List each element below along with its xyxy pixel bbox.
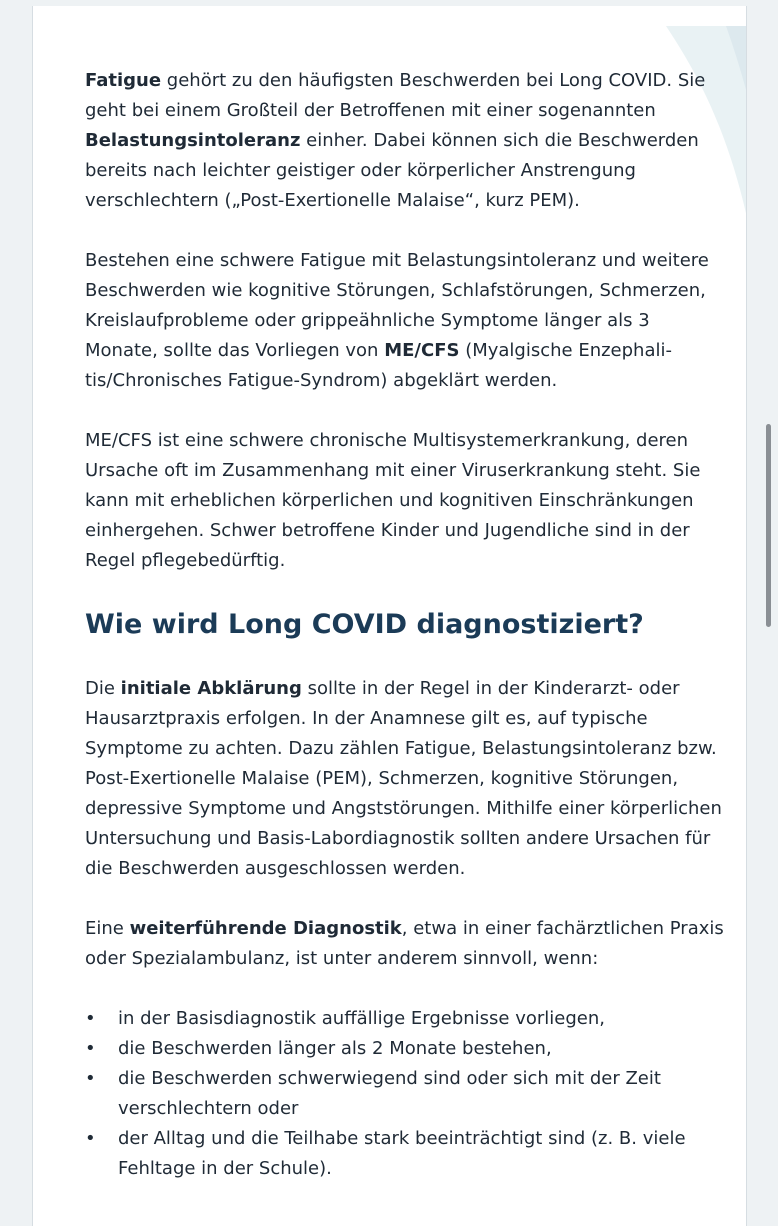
list-item: • in der Basisdiagnostik auffällige Ergebnisse vorliegen, <box>85 1004 725 1034</box>
paragraph-mecfs-description: ME/CFS ist eine schwere chronische Multisystemerkrankung, deren Ursache oft im Zusammenhang mit einer Viruserkrankung steht. Sie kann mit erheblichen körperlichen und kognitiven Einschränkungen einhergehen. Schwer betroffene Kinder und Jugendliche sind in der Regel pflegebedürftig. <box>85 430 701 571</box>
paragraph-fatigue: Fatigue gehört zu den häufigsten Beschwerden bei Long COVID. Sie geht bei einem Großteil der Betroffenen mit einer sogenannten Belastungsintoleranz einher. Dabei können sich die Beschwerden bereits nach leichter geistiger oder körperlicher Anstrengung verschlechtern („Post-Exertionelle Malaise“, kurz PEM). <box>85 70 706 211</box>
paragraph-further-diagnostics: Eine weiterführende Diagnostik, etwa in einer fachärztlichen Praxis oder Spezialambulanz, ist unter anderem sinnvoll, wenn: <box>85 918 724 969</box>
paragraph-initial-assessment: Die initiale Abklärung sollte in der Regel in der Kinderarzt- oder Hausarztpraxis erfolgen. In der Anamnese gilt es, auf typische Symptome zu achten. Dazu zählen Fatigue, Belastungsintoleranz bzw. Post-Exertionelle Malaise (PEM), Schmerzen, kognitive Störungen, depressive Symptome und Angststörungen. Mithilfe einer körperlichen Untersuchung und Basis-Labordiagnostik sollten andere Ursachen für die Beschwerden ausgeschlossen werden. <box>85 678 722 879</box>
article-content <box>85 66 725 1184</box>
paragraph-mecfs-check: Bestehen eine schwere Fatigue mit Belastungsintoleranz und weitere Beschwerden wie kognitive Störungen, Schlafstörungen, Schmerzen, Kreislaufprobleme oder grippeähnliche Symptome länger als 3 Monate, sollte das Vorliegen von ME/CFS (Myalgische Enzephalitis/Chronisches Fatigue-Syndrom) abgeklärt werden. <box>85 250 709 391</box>
criteria-list <box>85 1004 725 1184</box>
document-page <box>32 6 747 1226</box>
bullet-icon: • <box>85 1038 96 1059</box>
bullet-icon: • <box>85 1008 96 1029</box>
term-belastungsintoleranz: Belastungsintoleranz <box>85 130 301 151</box>
term-initiale-abklaerung: initiale Abklärung <box>120 678 302 699</box>
term-weiterfuehrende-diagnostik: weiterführende Diagnostik <box>129 918 402 939</box>
bullet-icon: • <box>85 1068 96 1089</box>
bullet-icon: • <box>85 1128 96 1149</box>
list-item: • die Beschwerden schwerwiegend sind oder sich mit der Zeit verschlechtern oder <box>85 1064 725 1124</box>
term-fatigue: Fatigue <box>85 70 162 91</box>
section-heading: Wie wird Long COVID diagnostiziert? <box>85 609 644 640</box>
list-item: • der Alltag und die Teilhabe stark beeinträchtigt sind (z. B. viele Fehltage in der Schule). <box>85 1124 725 1184</box>
list-item: • die Beschwerden länger als 2 Monate bestehen, <box>85 1034 725 1064</box>
scrollbar-thumb[interactable] <box>766 424 771 627</box>
term-mecfs: ME/CFS <box>384 340 460 361</box>
